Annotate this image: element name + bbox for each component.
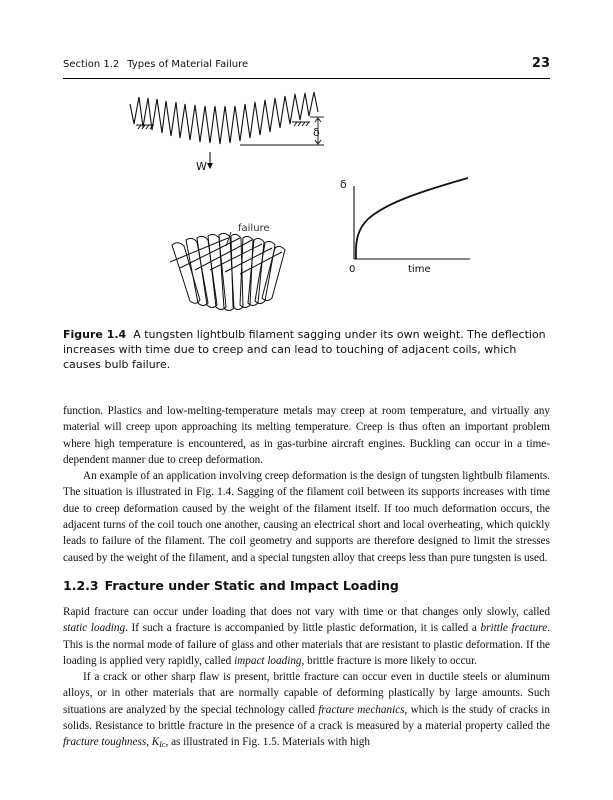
graph-origin-label: 0 — [349, 264, 356, 275]
section-number: 1.2.3 — [63, 578, 99, 593]
sagging-filament-coil — [130, 92, 318, 144]
symbol-k-subscript: Ic — [159, 740, 166, 750]
text-run: . This is the normal mode of failure of glass and other materials that are resistant to plastic deformation. If the loading is applied very rapidly, called — [63, 622, 550, 667]
graph-x-label: time — [408, 264, 431, 275]
paragraph-fracture-mechanics — [63, 669, 550, 753]
term-brittle-fracture: brittle fracture — [480, 622, 548, 635]
page-number: 23 — [531, 56, 550, 71]
text-run: Rapid fracture can occur under loading that does not vary with time or that changes only slowly, called — [63, 606, 550, 618]
caption-label: Figure 1.4 — [63, 328, 127, 341]
body-text-top — [63, 403, 550, 566]
section-heading — [63, 578, 399, 593]
text-run: , which is the study of cracks in solids. Resistance to brittle fracture in the presence of a crack is measured by a material property called the — [63, 703, 550, 733]
text-run: If a crack or other sharp flaw is present, brittle fracture can occur even in ductile steels or aluminum alloys, or in other materials that are normally capable of deforming plastically by large amounts. Such situations are analyzed by the special technology called — [63, 671, 550, 716]
term-impact-loading: impact loading — [234, 654, 302, 667]
creep-graph — [354, 178, 470, 259]
caption-text: A tungsten lightbulb filament sagging under its own weight. The deflection increases with time due to creep and can lead to touching of adjacent coils, which causes bulb failure. — [63, 328, 546, 371]
text-run: , as illustrated in Fig. 1.5. Materials with high — [165, 736, 370, 749]
right-support — [292, 122, 310, 126]
failed-coil-bundle — [170, 233, 285, 310]
text-run: . If such a fracture is accompanied by little plastic deformation, it is called a — [125, 622, 481, 635]
figure-caption — [63, 327, 550, 372]
graph-y-label: δ — [340, 178, 347, 191]
body-text-bottom — [63, 604, 550, 754]
term-static-loading: static loading — [63, 622, 126, 635]
section-heading-title: Fracture under Static and Impact Loading — [104, 578, 399, 593]
text-run: , brittle fracture is more likely to occur. — [301, 654, 478, 667]
section-title: Types of Material Failure — [127, 59, 249, 70]
weight-label: W — [196, 160, 207, 173]
deflection-symbol: δ — [313, 126, 320, 139]
section-label: Section 1.2 — [63, 59, 120, 70]
paragraph-static-loading — [63, 604, 550, 669]
section-reference — [63, 59, 248, 70]
weight-arrow — [207, 152, 213, 169]
figure-1-4 — [0, 80, 613, 320]
text-run: , — [146, 736, 152, 749]
failure-label: failure — [238, 223, 270, 234]
term-fracture-mechanics: fracture mechanics — [318, 703, 405, 716]
deflection-vs-time-curve — [356, 178, 468, 259]
paragraph-lightbulb-example: An example of an application involving creep deformation is the design of tungsten lightbulb filaments. The situation is illustrated in Fig. 1.4. Sagging of the filament coil between its supports increases with time due to creep deformation caused by the weight of the filament itself. If too much deformation occurs, the adjacent turns of the coil touch one another, causing an electrical short and local overheating, which quickly leads to failure of the filament. The coil geometry and supports are therefore designed to limit the stresses caused by the weight of the filament, and a special tungsten alloy that creeps less than pure tungsten is used. — [63, 470, 550, 564]
running-header — [63, 56, 550, 79]
term-fracture-toughness: fracture toughness — [63, 736, 147, 749]
symbol-k: K — [151, 736, 160, 749]
paragraph-creep-continued: function. Plastics and low-melting-temperature metals may creep at room temperature, and virtually any material will creep upon approaching its melting temperature. Creep is thus often an important problem where high temperature is encountered, as in gas-turbine aircraft engines. Buckling can occur in a time-dependent manner due to creep deformation. — [63, 405, 550, 466]
